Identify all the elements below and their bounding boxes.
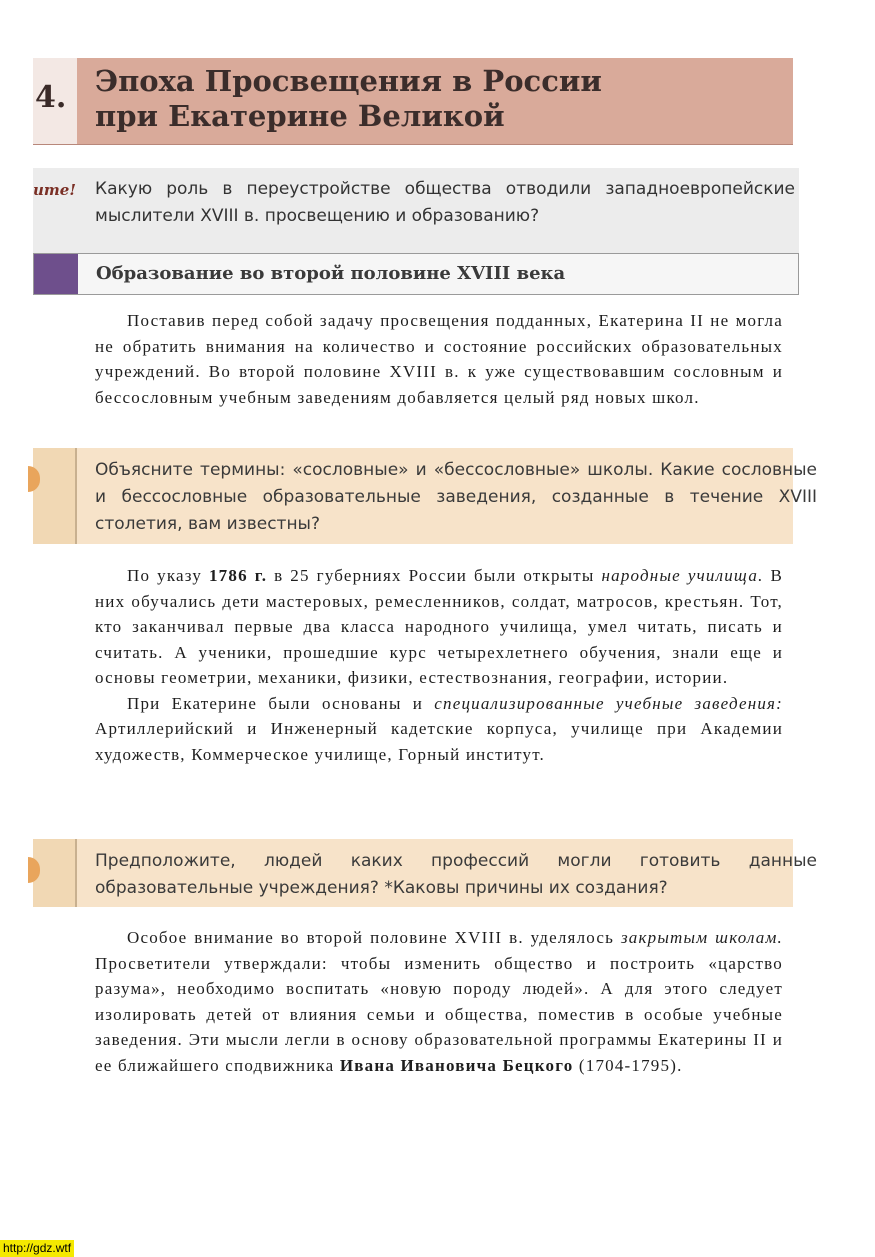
text-run: Артиллерийский и Инженерный кадетские корпуса, училище при Академии художеств, Коммерческое училище, Горный институт. — [95, 719, 783, 764]
intro-question-block — [33, 168, 799, 253]
chapter-number: 4. — [35, 80, 67, 115]
chapter-number-box — [33, 58, 77, 144]
term-italic: специализированные учебные заведения: — [434, 693, 783, 713]
text-run: По указу — [127, 566, 209, 585]
text-run: в 25 губерниях России были открыты — [267, 566, 602, 585]
paragraph-4-text — [95, 925, 783, 1078]
text-run: (1704-1795). — [573, 1055, 683, 1075]
term-italic: закрытым школам. — [620, 928, 783, 947]
task-box-1 — [33, 448, 817, 544]
paragraph-1 — [95, 308, 783, 410]
task-tab-1 — [33, 448, 77, 544]
intro-question-label: ите! — [33, 181, 76, 199]
watermark-link[interactable]: http://gdz.wtf — [0, 1240, 74, 1257]
section-accent-bar — [34, 254, 78, 294]
text-run: При Екатерине были основаны и — [127, 693, 435, 713]
chapter-title: Эпоха Просвещения в России при Екатерине Великой — [95, 64, 602, 133]
chapter-header — [33, 58, 793, 145]
section-header — [33, 253, 799, 295]
paragraph-2 — [95, 563, 783, 691]
term-italic: народные училища. — [601, 566, 764, 585]
task-box-2 — [33, 839, 817, 907]
task-1-text: Объясните термины: «сословные» и «бессословные» школы. Какие сословные и бессословные образовательные заведения, созданные в течение XVIII столетия, вам известны? — [95, 460, 817, 534]
paragraph-4 — [95, 925, 783, 1078]
paragraph-2-3 — [95, 563, 783, 767]
section-title: Образование во второй половине XVIII века — [96, 263, 566, 284]
intro-question-text: Какую роль в переустройстве общества отводили западноевропейские мыслители XVIII в. просвещению и образованию? — [95, 179, 795, 226]
year-bold: 1786 г. — [208, 566, 268, 585]
text-run: Просветители утверждали: чтобы изменить общество и построить «царство разума», необходимо воспитать «новую породу людей». А для этого следует изолировать детей от влияния семьи и общества, поместив в особые учебные заведения. Эти мысли легли в основу образовательной программы Екатерины II и ее ближайшего сподвижника — [95, 953, 783, 1075]
paragraph-3 — [95, 691, 783, 768]
paragraph-1-text: Поставив перед собой задачу просвещения подданных, Екатерина II не могла не обратить внимания на количество и состояние российских образовательных учреждений. Во второй половине XVIII в. к уже существовавшим сословным и бессословным учебным заведениям добавляется целый ряд новых школ. — [95, 311, 783, 407]
task-2-text: Предположите, людей каких профессий могли готовить данные образовательные учреждения? *Каковы причины их создания? — [95, 851, 817, 898]
text-run: Особое внимание во второй половине XVIII в. уделялось — [127, 928, 621, 947]
text-run: В них обучались дети мастеровых, ремесленников, солдат, матросов, крестьян. Тот, кто заканчивал первые два класса народного училища, умел читать, писать и считать. А ученики, прошедшие курс четырехлетнего обучения, знали еще и основы геометрии, механики, физики, естествознания, географии, истории. — [95, 566, 784, 687]
name-bold: Ивана Ивановича Бецкого — [339, 1055, 574, 1075]
